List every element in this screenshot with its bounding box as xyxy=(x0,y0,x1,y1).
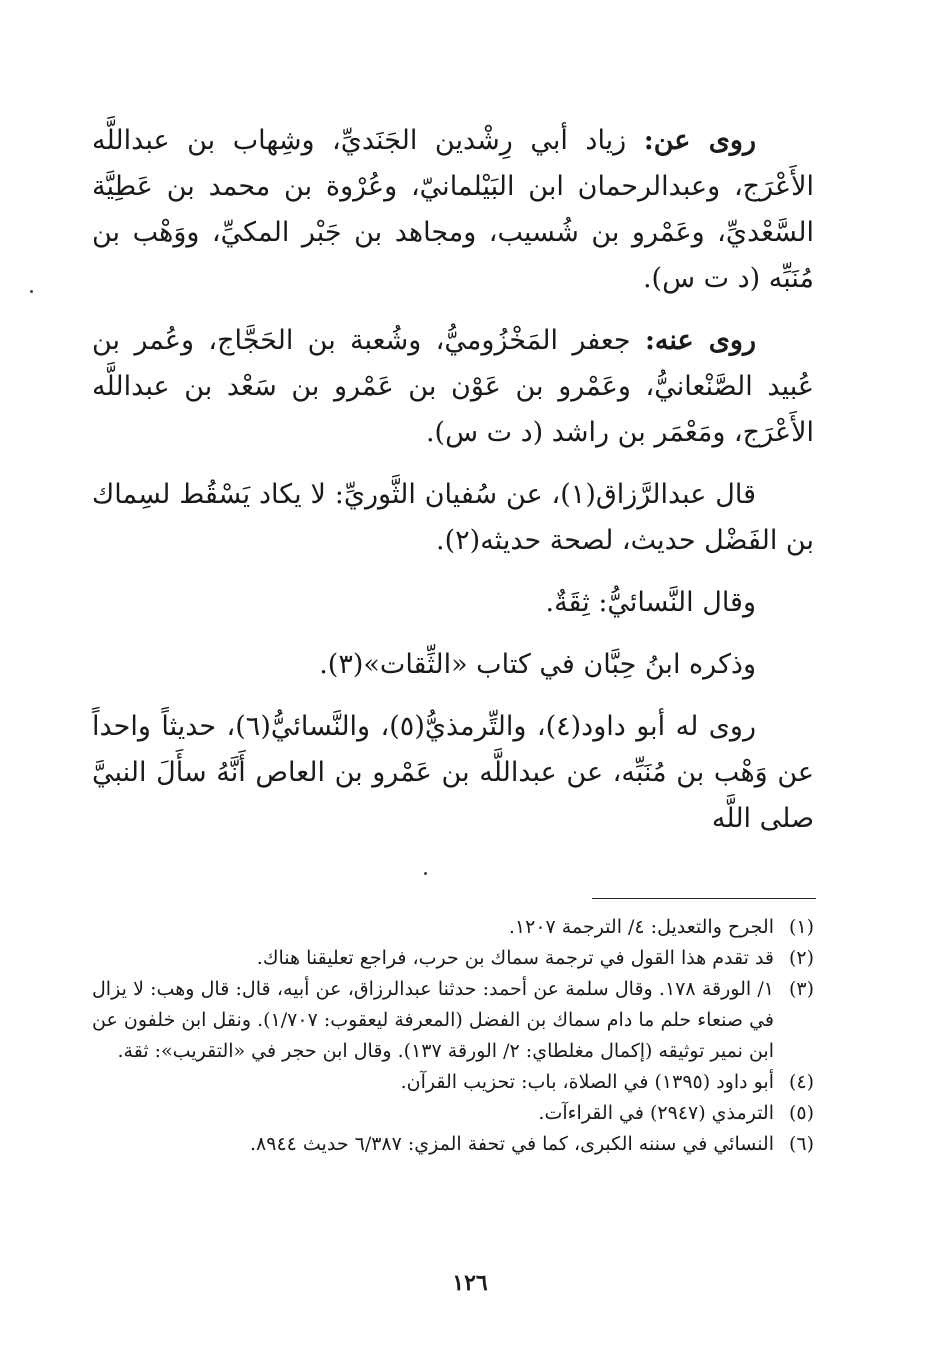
footnote-number: (١) xyxy=(788,916,814,938)
footnote-text: أبو داود (١٣٩٥) في الصلاة، باب: تحزيب القرآن. xyxy=(400,1071,774,1093)
text-narrated-by: جعفر المَخْزُوميُّ، وشُعبة بن الحَجَّاج، وعُمر بن عُبيد الصَّنْعانيُّ، وعَمْرو بن عَوْن بن عَمْرو بن سَعْد بن عبداللَّه الأَعْرَج، ومَعْمَر بن راشد (د ت س). xyxy=(92,325,814,448)
paragraph-narrated-from xyxy=(92,118,814,302)
footnotes xyxy=(92,912,814,1160)
paragraph-narrated-for: روى له أبو داود(٤)، والتِّرمذيُّ(٥)، والنَّسائيُّ(٦)، حديثاً واحداً عن وَهْب بن مُنَبِّه، عن عبداللَّه بن عَمْرو بن العاص أَنَّهُ سأَلَ النبيَّ صلى اللَّه xyxy=(92,711,814,834)
label-narrated-by: روى عنه: xyxy=(644,325,756,356)
footnote-item xyxy=(92,974,814,1067)
paragraph-nasai: وقال النَّسائيُّ: ثِقَةٌ. xyxy=(545,587,756,618)
print-speck xyxy=(424,872,427,875)
text-narrated-from: زياد أبي رِشْدين الجَنَديِّ، وشِهاب بن عبداللَّه الأَعْرَج، وعبدالرحمان ابن البَيْلمانيّ، وعُرْوة بن محمد بن عَطِيَّة السَّعْديِّ، وعَمْرو بن شُسيب، ومجاهد بن جَبْر المكيِّ، ووَهْب بن مُنَبِّه (د ت س). xyxy=(92,125,814,294)
footnote-number: (٦) xyxy=(788,1133,814,1155)
footnote-text: ١/ الورقة ١٧٨. وقال سلمة عن أحمد: حدثنا عبدالرزاق، عن أبيه، قال: قال وهب: لا يزال في صنعاء حلم ما دام سماك بن الفضل (المعرفة ليعقوب: ١/٧٠٧). ونقل ابن خلفون عن ابن نمير توثيقه (إكمال مغلطاي: ٢/ الورقة ١٣٧). وقال ابن حجر في «التقريب»: ثقة. xyxy=(92,978,774,1062)
footnote-text: الترمذي (٢٩٤٧) في القراءآت. xyxy=(538,1102,774,1124)
footnote-number: (٢) xyxy=(788,947,814,969)
footnote-item xyxy=(92,912,814,943)
footnote-number: (٥) xyxy=(788,1102,814,1124)
footnote-text: قد تقدم هذا القول في ترجمة سماك بن حرب، فراجع تعليقنا هناك. xyxy=(256,947,774,969)
paragraph-ibn-hibban: وذكره ابنُ حِبَّان في كتاب «الثِّقات»(٣). xyxy=(319,649,756,680)
footnote-number: (٤) xyxy=(788,1071,814,1093)
page-number: ١٢٦ xyxy=(452,1270,488,1296)
paragraph-abdulrazzaq: قال عبدالرَّزاق(١)، عن سُفيان الثَّوريِّ: لا يكاد يَسْقُط لسِماك بن الفَضْل حديث، لصحة حديثه(٢). xyxy=(92,479,814,556)
footnote-text: النسائي في سننه الكبرى، كما في تحفة المزي: ٦/٣٨٧ حديث ٨٩٤٤. xyxy=(249,1133,774,1155)
footnote-item xyxy=(92,1129,814,1160)
footnote-text: الجرح والتعديل: ٤/ الترجمة ١٢٠٧. xyxy=(508,916,774,938)
label-narrated-from: روى عن: xyxy=(643,125,756,156)
footnote-item xyxy=(92,1067,814,1098)
footnote-item xyxy=(92,943,814,974)
paragraph-narrated-by xyxy=(92,318,814,456)
footnote-number: (٣) xyxy=(788,978,814,1000)
footnote-item xyxy=(92,1098,814,1129)
print-speck xyxy=(30,290,33,293)
main-text xyxy=(92,118,814,858)
footnote-separator xyxy=(592,898,816,899)
